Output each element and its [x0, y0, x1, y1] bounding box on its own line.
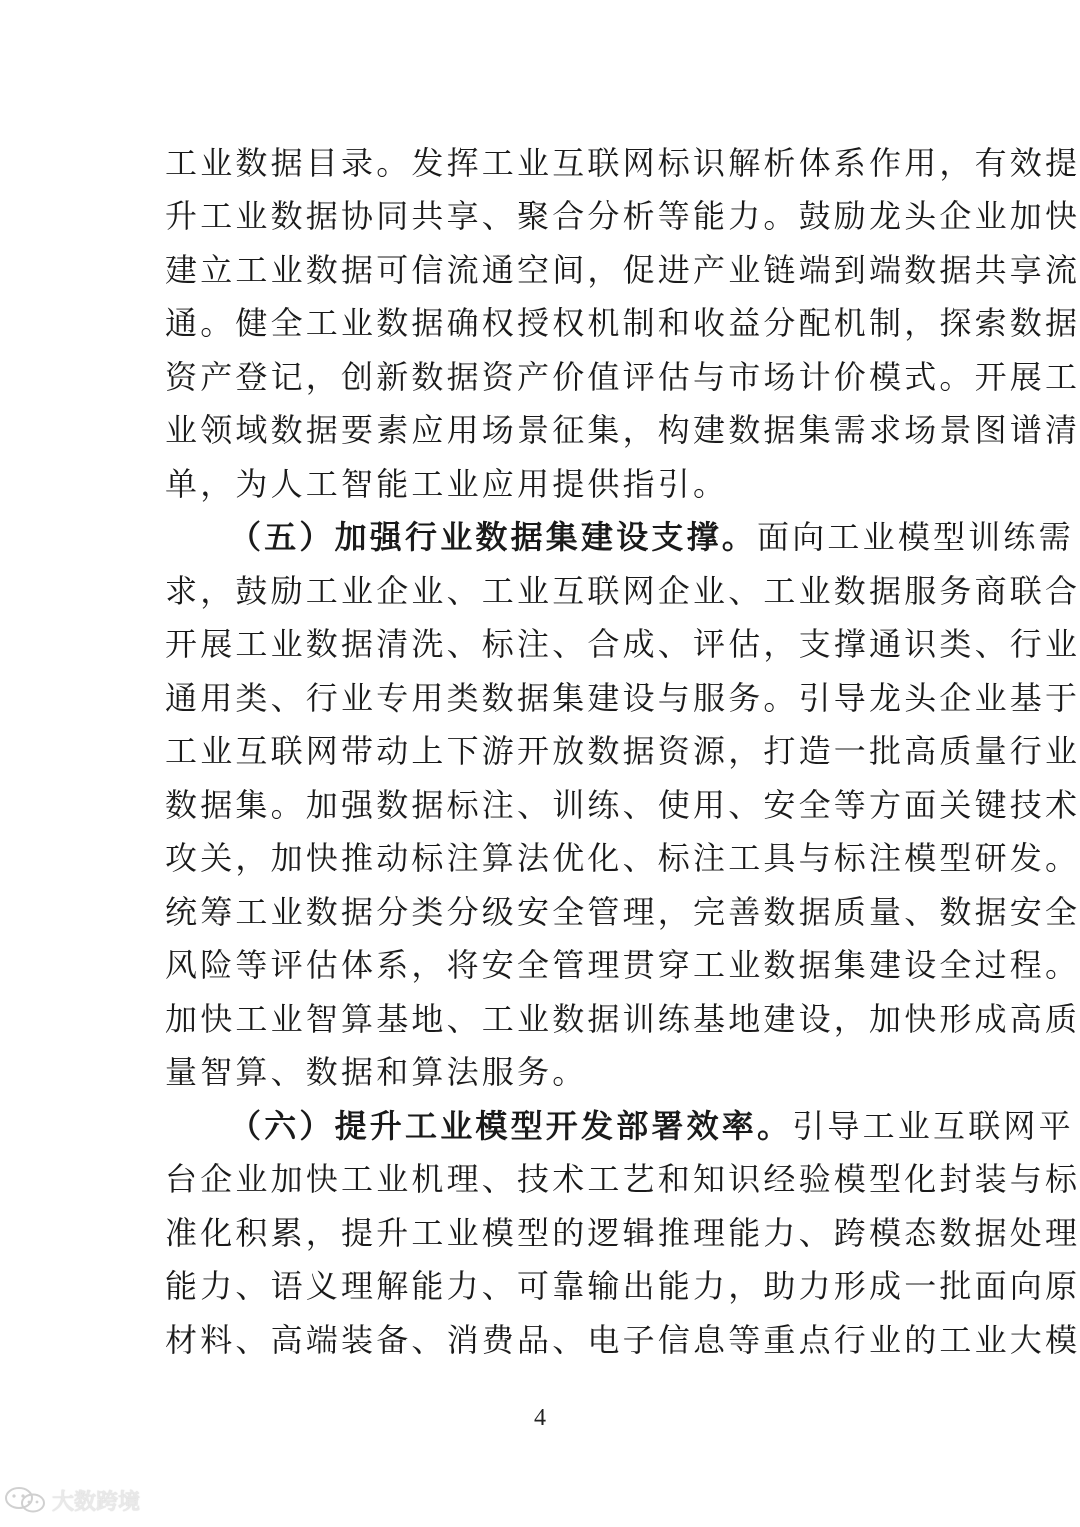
- watermark-text: 大数跨境: [52, 1489, 141, 1515]
- text-line: 攻关，加快推动标注算法优化、标注工具与标注模型研发。: [165, 839, 1080, 877]
- text-line: 量智算、数据和算法服务。: [165, 1053, 588, 1091]
- text-line: 风险等评估体系，将安全管理贯穿工业数据集建设全过程。: [165, 946, 1080, 984]
- text-line: 升工业数据协同共享、聚合分析等能力。鼓励龙头企业加快: [165, 197, 1080, 235]
- wechat-logo-icon: [4, 1485, 48, 1515]
- section-heading: （六）提升工业模型开发部署效率。: [229, 1107, 793, 1145]
- text-span: 引导工业互联网平: [792, 1107, 1074, 1145]
- text-line: 资产登记，创新数据资产价值评估与市场计价模式。开展工: [165, 358, 1080, 396]
- text-line: 材料、高端装备、消费品、电子信息等重点行业的工业大模: [165, 1321, 1080, 1359]
- paragraph-first-line: [229, 1106, 1074, 1146]
- page-number: 4: [534, 1405, 546, 1431]
- text-line: 统筹工业数据分类分级安全管理，完善数据质量、数据安全: [165, 893, 1080, 931]
- text-line: 业领域数据要素应用场景征集，构建数据集需求场景图谱清: [165, 411, 1080, 449]
- text-line: 台企业加快工业机理、技术工艺和知识经验模型化封装与标: [165, 1160, 1080, 1198]
- paragraph-first-line: [229, 517, 1074, 557]
- text-line: 加快工业智算基地、工业数据训练基地建设，加快形成高质: [165, 1000, 1080, 1038]
- text-line: 开展工业数据清洗、标注、合成、评估，支撑通识类、行业: [165, 625, 1080, 663]
- text-line: 准化积累，提升工业模型的逻辑推理能力、跨模态数据处理: [165, 1214, 1080, 1252]
- text-line: 通用类、行业专用类数据集建设与服务。引导龙头企业基于: [165, 679, 1080, 717]
- text-line: 数据集。加强数据标注、训练、使用、安全等方面关键技术: [165, 786, 1080, 824]
- text-line: 工业互联网带动上下游开放数据资源，打造一批高质量行业: [165, 732, 1080, 770]
- watermark: [4, 1482, 140, 1518]
- text-line: 单，为人工智能工业应用提供指引。: [165, 465, 729, 503]
- text-span: 面向工业模型训练需: [757, 518, 1074, 556]
- text-line: 建立工业数据可信流通空间，促进产业链端到端数据共享流: [165, 251, 1080, 289]
- text-line: 通。健全工业数据确权授权机制和收益分配机制，探索数据: [165, 304, 1080, 342]
- text-line: 工业数据目录。发挥工业互联网标识解析体系作用，有效提: [165, 144, 1080, 182]
- section-heading: （五）加强行业数据集建设支撑。: [229, 518, 758, 556]
- text-line: 求，鼓励工业企业、工业互联网企业、工业数据服务商联合: [165, 572, 1080, 610]
- text-line: 能力、语义理解能力、可靠输出能力，助力形成一批面向原: [165, 1267, 1080, 1305]
